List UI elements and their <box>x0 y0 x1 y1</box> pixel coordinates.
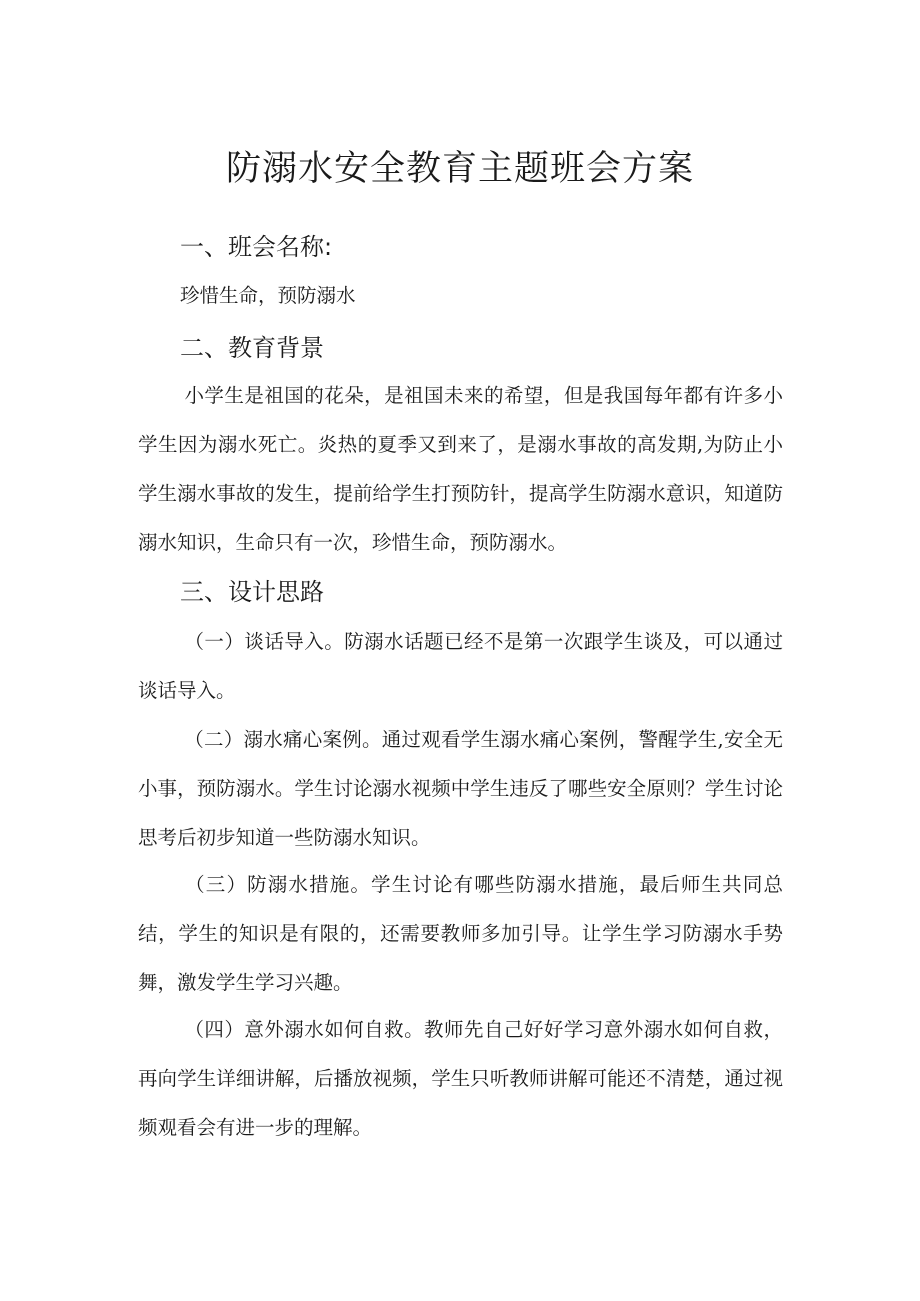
design-paragraph-2 <box>138 715 783 862</box>
section-heading-name: 一、班会名称: <box>180 233 333 261</box>
design-paragraph-1 <box>138 617 783 715</box>
design-paragraph-4 <box>138 1005 783 1152</box>
design-text-2: （二）溺水痛心案例。通过观看学生溺水痛心案例，警醒学生,安全无小事，预防溺水。学生讨论溺水视频中学生违反了哪些安全原则？学生讨论思考后初步知道一些防溺水知识。 <box>138 728 783 849</box>
section-background-paragraph <box>138 371 783 567</box>
design-text-1: （一）谈话导入。防溺水话题已经不是第一次跟学生谈及，可以通过谈话导入。 <box>138 630 783 702</box>
design-text-3: （三）防溺水措施。学生讨论有哪些防溺水措施，最后师生共同总结，学生的知识是有限的，还需要教师多加引导。让学生学习防溺水手势舞，激发学生学习兴趣。 <box>138 873 783 994</box>
document-title: 防溺水安全教育主题班会方案 <box>225 149 694 189</box>
section-heading-background: 二、教育背景 <box>180 334 324 362</box>
background-text: 小学生是祖国的花朵，是祖国未来的希望，但是我国每年都有许多小学生因为溺水死亡。炎热的夏季又到来了，是溺水事故的高发期,为防止小学生溺水事故的发生，提前给学生打预防针，提高学生防溺水意识，知道防溺水知识，生命只有一次，珍惜生命，预防溺水。 <box>138 384 783 554</box>
design-text-4: （四）意外溺水如何自救。教师先自己好好学习意外溺水如何自救，再向学生详细讲解，后播放视频，学生只听教师讲解可能还不清楚，通过视频观看会有进一步的理解。 <box>138 1018 783 1139</box>
section-name-text: 珍惜生命，预防溺水 <box>180 284 356 307</box>
section-heading-design: 三、设计思路 <box>180 578 324 606</box>
design-paragraph-3 <box>138 860 783 1007</box>
